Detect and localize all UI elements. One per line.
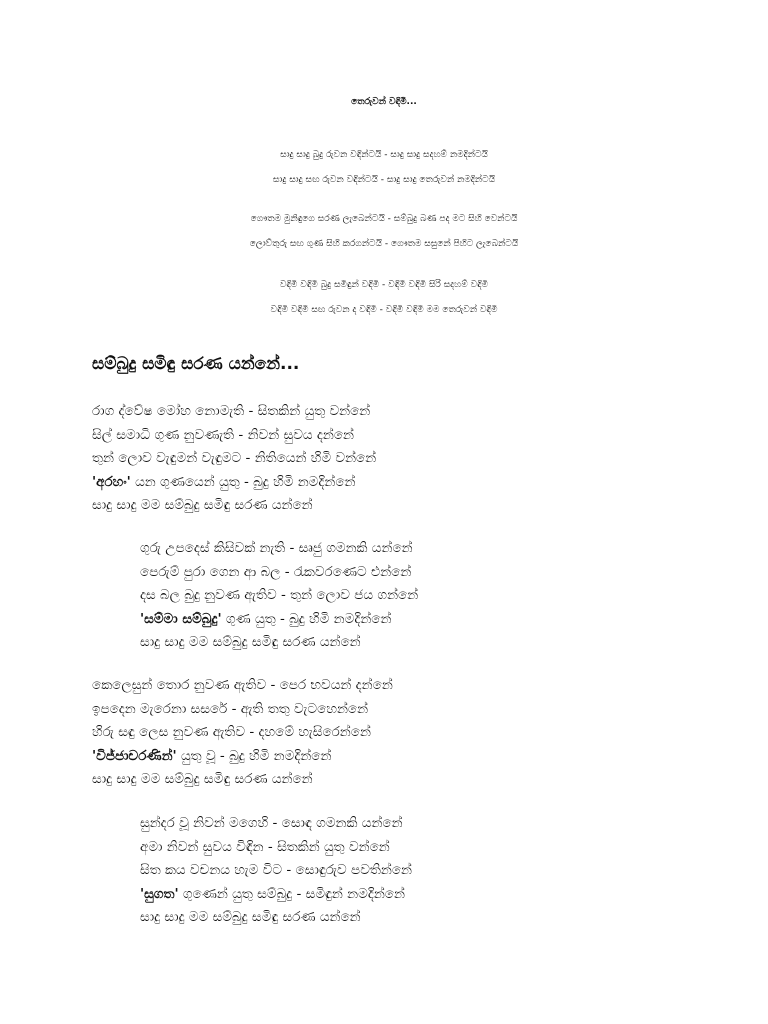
verse-4: [140, 812, 412, 930]
verse-refrain: සාදු සාදු මම සම්බුදු සමිඳු සරණ යන්නේ: [92, 497, 313, 513]
intro-line: සාදු සාදු බුදු රුවන වඳින්ටයි - සාදු සාදු සදහම් නමදින්ටයි: [280, 150, 488, 160]
intro-line: ගෞතම මුනිඳුගෙ සරණ ලැබෙන්ටයි - සම්බුදු බණ පද මට සිහි වෙන්ටයි: [250, 214, 518, 224]
quality-rest: යුතු වූ - බුදු හිමි නමදින්නේ: [176, 747, 332, 764]
intro-line: වඳිමි වඳිමි බුදු සමිඳුන් වඳිමි - වඳිමි වඳිමි සිරි සදහම් වඳිමි: [279, 280, 489, 290]
verse-3: [92, 674, 393, 792]
verse-refrain: සාදු සාදු මම සම්බුදු සමිඳු සරණ යන්නේ: [140, 634, 361, 650]
verse-line: රාග ද්වේෂ මෝහ නොමැති - සිතකින් යුතු වන්නේ: [92, 403, 371, 419]
intro-line: වඳිමි වඳිමි සඟ රුවන ද වඳිමි - වඳිමි වඳිමි මම තෙරුවන් වඳිමි: [270, 305, 498, 315]
verse-refrain: සාදු සාදු මම සම්බුදු සමිඳු සරණ යන්නේ: [140, 909, 361, 925]
section-title: සම්බුදු සමිඳු සරණ යන්නේ...: [92, 354, 300, 374]
verse-line: සිත කය වචනය හැම විට - සොඳුරුව පවතින්නේ: [140, 862, 412, 878]
verse-line-quality: [140, 608, 418, 632]
verse-line: හිරු සඳු ලෙස නුවණ ඇතිව - දහමේ හැසිරෙන්නේ: [92, 724, 371, 740]
verse-2: [140, 537, 418, 655]
verse-line: සුන්දර වූ නිවන් මගෙහි - සොඳ ගමනකි යන්නේ: [140, 815, 403, 831]
verse-line: තුන් ලොව වැඳුමන් වැඳුමට - නිතියෙන් හිමි වන්නේ: [92, 450, 377, 466]
verse-line-quality: [140, 883, 412, 907]
intro-group-1: [0, 143, 768, 193]
page-title: තෙරුවන් වඳිමි...: [351, 97, 417, 107]
verse-line: සිල් සමාධි ගුණ නුවණැති - නිවන් සුවය දන්නේ: [92, 426, 355, 443]
verse-line-quality: [92, 745, 393, 769]
quality-term: 'අරහං': [92, 473, 131, 490]
intro-group-2: [0, 207, 768, 257]
quality-rest: යන ගුණයෙන් යුතු - බුදු හිමි නමදින්නේ: [130, 473, 356, 490]
quality-term: 'සම්මා සම්බුදු': [140, 610, 222, 627]
quality-rest: ගුණෙන් යුතු සම්බුදු - සමිඳුන් නමදින්නේ: [178, 885, 405, 902]
verse-refrain: සාදු සාදු මම සම්බුදු සමිඳු සරණ යන්නේ: [92, 771, 313, 787]
quality-term: 'විජ්ජාචරණින්': [92, 747, 177, 764]
verse-line: ගුරු උපදෙස් කිසිවක් නැති - සෘජු ගමනකි යන්නේ: [140, 540, 413, 556]
quality-rest: ගුණ යුතු - බුදු හිමි නමදින්නේ: [221, 610, 392, 627]
intro-line: ලොව්තුරු සඟ ගුණ සිහි කරගන්ටයි - ගෞතම සසුනේ පිහිට ලැබෙන්ටයි: [249, 239, 519, 249]
intro-group-3: [0, 273, 768, 323]
verse-line-quality: [92, 471, 376, 495]
quality-term: 'සුගත': [140, 885, 179, 902]
verse-line: කෙලෙසුන් තොර නුවණ ඇතිව - පෙර භවයන් දන්නේ: [92, 677, 393, 693]
intro-line: සාදු සාදු සඟ රුවන වඳින්ටයි - සාදු සාදු තෙරුවන් නමදින්ටයි: [272, 175, 496, 185]
verse-line: ඉපදෙන මැරෙනා සසරේ - ඇති තතු වැටහෙන්නේ: [92, 700, 369, 717]
verse-1: [92, 400, 376, 518]
verse-line: අමා නිවන් සුවය විඳින - සිතකින් යුතු වන්නේ: [140, 838, 390, 855]
verse-line: පෙරුම් පුරා ගෙන ආ බල - රැකවරණෙට එන්නේ: [140, 563, 412, 580]
verse-line: දස බල බුදු නුවණ ඇතිව - තුන් ලොව ජය ගන්නේ: [140, 587, 419, 603]
